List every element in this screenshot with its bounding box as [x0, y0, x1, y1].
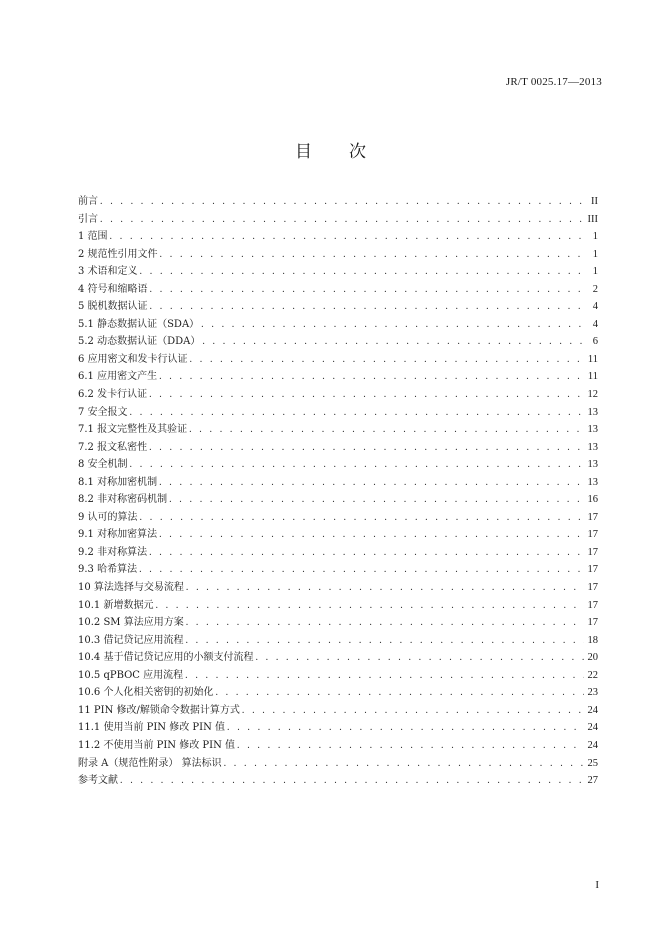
toc-entry-page: 6	[592, 336, 598, 348]
toc-entry-label: 3 术语和定义	[78, 266, 138, 278]
toc-entry-page: 1	[592, 266, 598, 278]
toc-entry-page: 24	[587, 722, 598, 734]
toc-entry-page: 13	[587, 441, 598, 453]
toc-entry-label: 10 算法选择与交易流程	[78, 582, 184, 594]
toc-entry-page: 24	[587, 704, 598, 716]
toc-entry-label: 11.1 使用当前 PIN 修改 PIN 值	[78, 722, 226, 734]
toc-entry-page: 17	[587, 582, 598, 594]
toc-entry[interactable]	[78, 719, 598, 737]
toc-entry[interactable]	[78, 649, 598, 667]
toc-leader-dots	[185, 632, 583, 650]
table-of-contents	[78, 193, 598, 790]
toc-leader-dots	[150, 281, 584, 299]
toc-entry[interactable]	[78, 632, 598, 650]
toc-entry-page: 4	[592, 301, 598, 313]
toc-leader-dots	[255, 649, 583, 667]
toc-entry[interactable]	[78, 597, 598, 615]
toc-entry[interactable]	[78, 474, 598, 492]
toc-entry-label: 8.1 对称加密机制	[78, 476, 158, 488]
toc-entry[interactable]	[78, 298, 598, 316]
toc-entry-label: 9.1 对称加密算法	[78, 529, 158, 541]
toc-entry[interactable]	[78, 246, 598, 264]
toc-entry-page: 13	[587, 424, 598, 436]
standard-code: JR/T 0025.17—2013	[505, 76, 602, 88]
toc-leader-dots	[186, 579, 584, 597]
toc-entry-page: II	[591, 196, 598, 207]
page-number: I	[595, 879, 599, 891]
toc-entry-page: 13	[587, 459, 598, 471]
toc-entry[interactable]	[78, 509, 598, 527]
toc-entry-page: 25	[587, 757, 598, 769]
toc-leader-dots	[155, 597, 583, 615]
toc-entry-label: 6.2 发卡行认证	[78, 389, 148, 401]
toc-entry-label: 10.2 SM 算法应用方案	[78, 617, 184, 629]
toc-entry-page: 11	[587, 371, 598, 383]
toc-leader-dots	[159, 474, 583, 492]
toc-entry-label: 附录 A（规范性附录） 算法标识	[78, 757, 222, 769]
toc-leader-dots	[149, 544, 583, 562]
toc-leader-dots	[169, 491, 583, 509]
toc-entry-page: III	[587, 213, 598, 225]
toc-entry[interactable]	[78, 281, 598, 299]
toc-entry[interactable]	[78, 193, 598, 211]
toc-entry-page: 13	[587, 476, 598, 488]
toc-leader-dots	[159, 368, 584, 386]
toc-entry-label: 10.5 qPBOC 应用流程	[78, 669, 184, 681]
toc-entry[interactable]	[78, 316, 598, 334]
toc-entry-label: 5.1 静态数据认证（SDA）	[78, 318, 200, 330]
toc-leader-dots	[100, 193, 584, 211]
toc-entry-page: 17	[587, 546, 598, 558]
toc-entry[interactable]	[78, 702, 598, 720]
toc-leader-dots	[149, 386, 583, 404]
toc-leader-dots	[201, 316, 584, 334]
toc-entry-page: 23	[587, 687, 598, 699]
toc-entry-page: 12	[587, 389, 598, 401]
toc-entry-label: 11 PIN 修改/解锁命令数据计算方式	[78, 704, 240, 716]
toc-entry-label: 6 应用密文和发卡行认证	[78, 353, 188, 365]
toc-entry[interactable]	[78, 755, 598, 773]
toc-entry[interactable]	[78, 667, 598, 685]
toc-entry-page: 17	[587, 511, 598, 523]
toc-entry-label: 7.2 报文私密性	[78, 441, 148, 453]
toc-entry-label: 11.2 不使用当前 PIN 修改 PIN 值	[78, 739, 236, 751]
toc-entry[interactable]	[78, 351, 598, 369]
toc-entry-label: 7.1 报文完整性及其验证	[78, 424, 188, 436]
toc-entry-page: 17	[587, 564, 598, 576]
toc-entry-label: 10.4 基于借记贷记应用的小额支付流程	[78, 652, 254, 664]
toc-leader-dots	[202, 333, 584, 351]
toc-entry-page: 1	[592, 231, 598, 243]
toc-entry-page: 17	[587, 599, 598, 611]
toc-entry-label: 10.3 借记贷记应用流程	[78, 634, 184, 646]
toc-entry[interactable]	[78, 544, 598, 562]
toc-entry-label: 9.3 哈希算法	[78, 564, 138, 576]
toc-leader-dots	[139, 561, 583, 579]
toc-entry[interactable]	[78, 439, 598, 457]
toc-leader-dots	[190, 351, 584, 369]
toc-entry-page: 2	[592, 283, 598, 295]
toc-entry-page: 27	[587, 775, 598, 787]
toc-entry-label: 10.1 新增数据元	[78, 599, 154, 611]
toc-entry-page: 17	[587, 529, 598, 541]
toc-entry[interactable]	[78, 404, 598, 422]
toc-entry[interactable]	[78, 614, 598, 632]
toc-entry[interactable]	[78, 263, 598, 281]
toc-leader-dots	[159, 526, 583, 544]
toc-entry-label: 前言	[78, 196, 98, 207]
toc-entry[interactable]	[78, 228, 598, 246]
toc-entry-label: 8 安全机制	[78, 459, 128, 471]
toc-entry[interactable]	[78, 579, 598, 597]
toc-entry[interactable]	[78, 684, 598, 702]
toc-entry-label: 2 规范性引用文件	[78, 248, 158, 260]
toc-entry-label: 参考文献	[78, 775, 118, 787]
toc-leader-dots	[150, 298, 584, 316]
toc-entry-page: 17	[587, 617, 598, 629]
toc-leader-dots	[140, 509, 584, 527]
toc-entry-page: 24	[587, 739, 598, 751]
toc-entry[interactable]	[78, 737, 598, 755]
toc-leader-dots	[140, 263, 584, 281]
toc-entry[interactable]	[78, 561, 598, 579]
toc-entry-label: 6.1 应用密文产生	[78, 371, 158, 383]
page-title: 目 次	[295, 142, 367, 162]
toc-entry-label: 8.2 非对称密码机制	[78, 494, 168, 506]
toc-leader-dots	[160, 246, 584, 264]
toc-entry-page: 22	[587, 669, 598, 681]
toc-leader-dots	[130, 404, 584, 422]
toc-leader-dots	[215, 684, 583, 702]
toc-leader-dots	[224, 755, 584, 773]
toc-leader-dots	[120, 772, 584, 790]
toc-leader-dots	[237, 737, 583, 755]
toc-entry-label: 1 范围	[78, 231, 108, 243]
toc-entry-label: 10.6 个人化相关密钥的初始化	[78, 687, 214, 699]
toc-leader-dots	[130, 456, 584, 474]
toc-entry-label: 5 脱机数据认证	[78, 301, 148, 313]
toc-entry-page: 1	[592, 248, 598, 260]
toc-entry[interactable]	[78, 211, 598, 229]
toc-entry-label: 4 符号和缩略语	[78, 283, 148, 295]
toc-leader-dots	[185, 667, 583, 685]
toc-entry-page: 4	[592, 318, 598, 330]
toc-entry[interactable]	[78, 526, 598, 544]
toc-entry[interactable]	[78, 772, 598, 790]
toc-entry-page: 13	[587, 406, 598, 418]
toc-entry-label: 7 安全报文	[78, 406, 128, 418]
toc-entry[interactable]	[78, 386, 598, 404]
toc-entry-page: 20	[587, 652, 598, 664]
toc-leader-dots	[186, 614, 584, 632]
toc-entry-label: 9.2 非对称算法	[78, 546, 148, 558]
toc-entry[interactable]	[78, 456, 598, 474]
toc-entry[interactable]	[78, 421, 598, 439]
toc-entry-page: 16	[587, 494, 598, 506]
toc-entry-label: 引言	[78, 213, 98, 225]
toc-leader-dots	[149, 439, 583, 457]
toc-entry-label: 9 认可的算法	[78, 511, 138, 523]
toc-entry[interactable]	[78, 368, 598, 386]
toc-entry-label: 5.2 动态数据认证（DDA）	[78, 336, 201, 348]
toc-entry-page: 18	[587, 634, 598, 646]
toc-leader-dots	[100, 211, 584, 229]
toc-entry-page: 11	[587, 353, 598, 365]
toc-leader-dots	[227, 719, 583, 737]
toc-entry[interactable]	[78, 491, 598, 509]
toc-entry[interactable]	[78, 333, 598, 351]
toc-leader-dots	[242, 702, 584, 720]
toc-leader-dots	[189, 421, 583, 439]
toc-leader-dots	[110, 228, 584, 246]
